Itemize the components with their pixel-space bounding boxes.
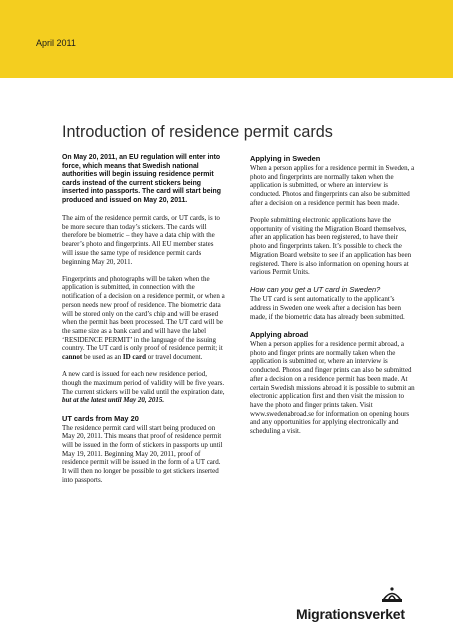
paragraph-fingerprints bbox=[62, 275, 225, 362]
paragraph-how-get-card: The UT card is sent automatically to the applicant’s address in Sweden one week after a decision has been made, if the biometric data has already been submitted. bbox=[250, 295, 405, 321]
page-title: Introduction of residence permit cards bbox=[62, 123, 333, 141]
heading-applying-abroad: Applying abroad bbox=[250, 330, 309, 340]
emphasis-deadline: but at the latest until May 20, 2015. bbox=[62, 396, 165, 405]
paragraph-applying-sweden: When a person applies for a residence permit in Sweden, a photo and fingerprints are normally taken when the application is submitted, or where an interview is conducted. Photos and fingerprints can also be submitted after a decision on a residence permit has been made. bbox=[250, 164, 415, 207]
left-column bbox=[62, 154, 225, 493]
paragraph-validity bbox=[62, 370, 225, 405]
paragraph-applying-abroad: When a person applies for a residence permit abroad, a photo and finger prints are normally taken when the application is submitted or, where an interview is conducted. Photos and finger prints can also be submitted after a decision on a residence permit has been made. At certain Swedish missions abroad it is possible to submit an electronic application first and then visit the mission to have the photo and finger prints taken. Visit www.swedenabroad.se for information on opening hours and any opportunities for applying electronically and scheduling a visit. bbox=[250, 340, 415, 436]
paragraph-ut-cards: The residence permit card will start being produced on May 20, 2011. This means that proof of residence permit will be issued in the form of stickers in passports up until May 19, 2011. Beginning May 20, 2011, proof of residence permit will be issued in the form of a UT card. It will then no longer be possible to get stickers inserted into passports. bbox=[62, 423, 223, 484]
heading-applying-sweden: Applying in Sweden bbox=[250, 154, 321, 163]
text-run: Fingerprints and photographs will be taken when the application is submitted, in connection with the notification of a decision on a residence permit, or when a person needs new proof of residence. The biometric data will be stored only on the card’s chip and will be erased when the permit has been processed. The UT card will be the same size as a bank card and will have the label ‘RESIDENCE PERMIT’ in the language of the issuing country. The UT card is only proof of residence permit; it bbox=[62, 274, 225, 353]
text-run: or travel document. bbox=[146, 353, 203, 362]
emphasis-id-card: ID card bbox=[122, 353, 147, 362]
document-date: April 2011 bbox=[36, 38, 76, 48]
paragraph-electronic: People submitting electronic applications have the opportunity of visiting the Migration Board themselves, after an application has been registered, to have their photo and fingerprints taken. It’s possible to check the Migration Board website to see if an application has been registered. There is also information on opening hours at various Permit Units. bbox=[250, 216, 412, 277]
text-run: A new card is issued for each new residence period, though the maximum period of validity will be five years. The current stickers will be valid until the expiration date, bbox=[62, 370, 225, 396]
right-column bbox=[250, 154, 415, 444]
emphasis-cannot: cannot bbox=[62, 353, 83, 362]
text-run: be used as an bbox=[82, 353, 123, 362]
heading-how-get-card: How can you get a UT card in Sweden? bbox=[250, 285, 381, 295]
heading-ut-cards: UT cards from May 20 bbox=[62, 413, 139, 423]
logo-wordmark: Migrationsverket bbox=[296, 606, 405, 622]
lead-paragraph: On May 20, 2011, an EU regulation will enter into force, which means that Swedish national authorities will begin issuing residence permit cards instead of the current stickers being inserted into passports. The card will start being produced and issued on May 20, 2011. bbox=[62, 154, 221, 204]
paragraph-aim: The aim of the residence permit cards, or UT cards, is to be more secure than today’s stickers. The cards will therefore be biometric – they have a data chip with the bearer’s photo and fingerprints. All EU member states will issue the same type of residence permit cards beginning May 20, 2011. bbox=[62, 214, 220, 266]
